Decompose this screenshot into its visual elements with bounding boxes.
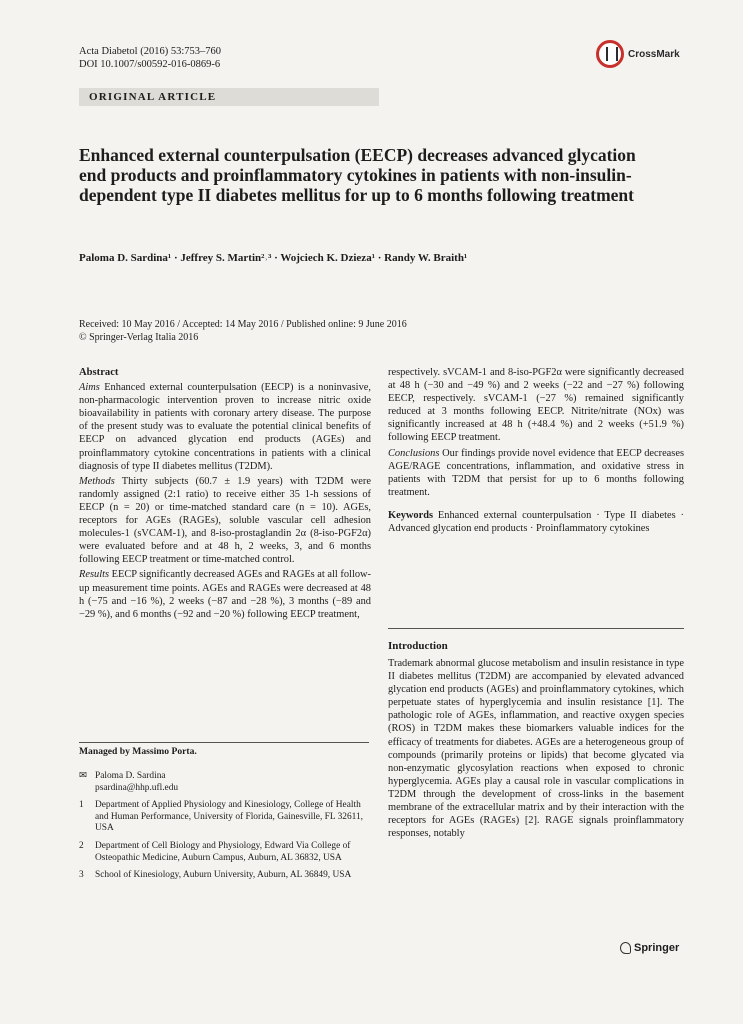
- copyright-line: © Springer-Verlag Italia 2016: [79, 332, 199, 343]
- keywords: [388, 509, 684, 535]
- dates-line: Received: 10 May 2016 / Accepted: 14 May 2016 / Published online: 9 June 2016: [79, 319, 407, 330]
- section-label: ORIGINAL ARTICLE: [79, 88, 379, 106]
- journal-citation: Acta Diabetol (2016) 53:753–760: [79, 46, 222, 57]
- conclusions-text: Our findings provide novel evidence that EECP decreases AGE/RAGE concentrations, inflammation, and oxidative stress in patients with T2DM that persist for up to 6 months following treatment.: [388, 447, 684, 498]
- contact-name: Paloma D. Sardina: [95, 771, 166, 781]
- aims-label: Aims: [79, 382, 100, 394]
- introduction-text: Trademark abnormal glucose metabolism and insulin resistance in type II diabetes mellitus (T2DM) are accompanied by elevated advanced glycation end products (AGEs) and proinflammatory cytokines, which perpetuate states of hyperglycemia and insulin resistance [1]. The pathologic role of AGEs, inflammation, and reactive oxygen species (ROS) in T2DM makes these biomarkers valuable indices for the efficacy of treatments for diabetes. AGEs are a heterogeneous group of compounds (primarily proteins or lipids) that become glycated via non-enzymatic glycosylation reactions when exposed to chronic hyperglycemia. AGEs play a causal role in vascular complications in T2DM through the development of cross-links in the basement membrane of the extracellular matrix and by their interaction with the receptors for AGEs (RAGEs) [2]. RAGE signals proinflammatory responses, notably: [388, 658, 684, 840]
- crossmark-label: CrossMark: [628, 48, 680, 60]
- affiliation-text: Department of Applied Physiology and Kinesiology, College of Health and Human Performance, University of Florida, Gainesville, FL 32611, USA: [95, 800, 363, 834]
- affiliation-mark: 2: [79, 840, 84, 851]
- publication-dates: [79, 318, 407, 344]
- managed-by-note: Managed by Massimo Porta.: [79, 742, 369, 757]
- springer-logo: [620, 942, 679, 954]
- abstract-heading: Abstract: [79, 367, 119, 378]
- contact-row: [79, 771, 369, 794]
- article-title: Enhanced external counterpulsation (EECP) decreases advanced glycation end products and proinflammatory cytokines in patients with non-insulin-dependent type II diabetes mellitus for up to 6 months following treatment: [79, 145, 636, 205]
- methods-label: Methods: [79, 475, 115, 487]
- affiliation-mark: 3: [79, 870, 84, 881]
- springer-horse-icon: [620, 942, 631, 954]
- results-text: EECP significantly decreased AGEs and RAGEs at all follow-up measurement time points. AGEs and RAGEs were decreased at 48 h (−75 and −16 %), 2 weeks (−87 and −28 %), 3 months (−89 and −29 %), and 6 months (−92 and −20 %) following EECP treatment,: [79, 569, 371, 620]
- aims-text: Enhanced external counterpulsation (EECP) is a noninvasive, non-pharmacologic intervention proven to increase nitric oxide bioavailability in patients with coronary artery disease. The purpose of the present study was to evaluate the potential clinical benefits of EECP on advanced glycation end products (AGEs) and proinflammatory cytokine concentrations in patients with a clinical diagnosis of type II diabetes mellitus (T2DM).: [79, 382, 371, 472]
- corresponding-author: [79, 771, 369, 888]
- affiliation-text: Department of Cell Biology and Physiology, Edward Via College of Osteopathic Medicine, Auburn Campus, Auburn, AL 36832, USA: [95, 840, 351, 863]
- affiliation-1: [79, 800, 369, 835]
- affiliation-text: School of Kinesiology, Auburn University, Auburn, AL 36849, USA: [95, 870, 352, 881]
- affiliation-mark: 1: [79, 800, 84, 811]
- keywords-text: Enhanced external counterpulsation · Type II diabetes · Advanced glycation end products · Proinflammatory cytokines: [388, 509, 684, 535]
- crossmark-icon: [596, 40, 624, 68]
- introduction-heading: Introduction: [388, 640, 448, 652]
- abstract-right-column: [388, 366, 684, 537]
- contact-email[interactable]: psardina@hhp.ufl.edu: [95, 782, 179, 793]
- methods-text: Thirty subjects (60.7 ± 1.9 years) with T2DM were randomly assigned (2:1 ratio) to receive either 35 1-h sessions of EECP (n = 20) or time-matched standard care (n = 10). AGEs, receptors for AGEs (RAGEs), soluble vascular cell adhesion molecules-1 (sVCAM-1), and 8-iso-prostaglandin 2α (8-iso-PGF2α) were evaluated before and at 48 h, 2 weeks, 3, and 6 months following EECP treatment or time-matched control.: [79, 475, 371, 566]
- affiliation-3: [79, 870, 369, 882]
- section-divider: [388, 628, 684, 629]
- publisher-name: Springer: [634, 942, 680, 954]
- contact-details: [95, 771, 178, 794]
- envelope-icon: ✉: [79, 771, 87, 781]
- crossmark-badge[interactable]: [596, 40, 680, 68]
- abstract-left-column: [79, 366, 371, 623]
- conclusions-label: Conclusions: [388, 447, 440, 459]
- keywords-label: Keywords: [388, 509, 434, 521]
- abstract-results: [79, 568, 371, 620]
- journal-header: [79, 45, 221, 71]
- abstract-methods: [79, 475, 371, 567]
- affiliation-2: [79, 841, 369, 864]
- results-continued: respectively. sVCAM-1 and 8-iso-PGF2α were significantly decreased at 48 h (−30 and −49 %) and 2 weeks (−22 and −27 %) following EECP, respectively. sVCAM-1 (−27 %) remained significantly reduced at 3 months following EECP. Nitrite/nitrate (NOx) was significantly increased at 48 h (+48.4 %) and 2 weeks (+51.9 %) following EECP treatment.: [388, 367, 684, 444]
- abstract-conclusions: [388, 447, 684, 499]
- abstract-aims: [79, 381, 371, 473]
- results-label: Results: [79, 569, 110, 581]
- author-list: Paloma D. Sardina¹ · Jeffrey S. Martin²˒³ · Wojciech K. Dzieza¹ · Randy W. Braith¹: [79, 252, 468, 264]
- journal-doi[interactable]: DOI 10.1007/s00592-016-0869-6: [79, 59, 221, 70]
